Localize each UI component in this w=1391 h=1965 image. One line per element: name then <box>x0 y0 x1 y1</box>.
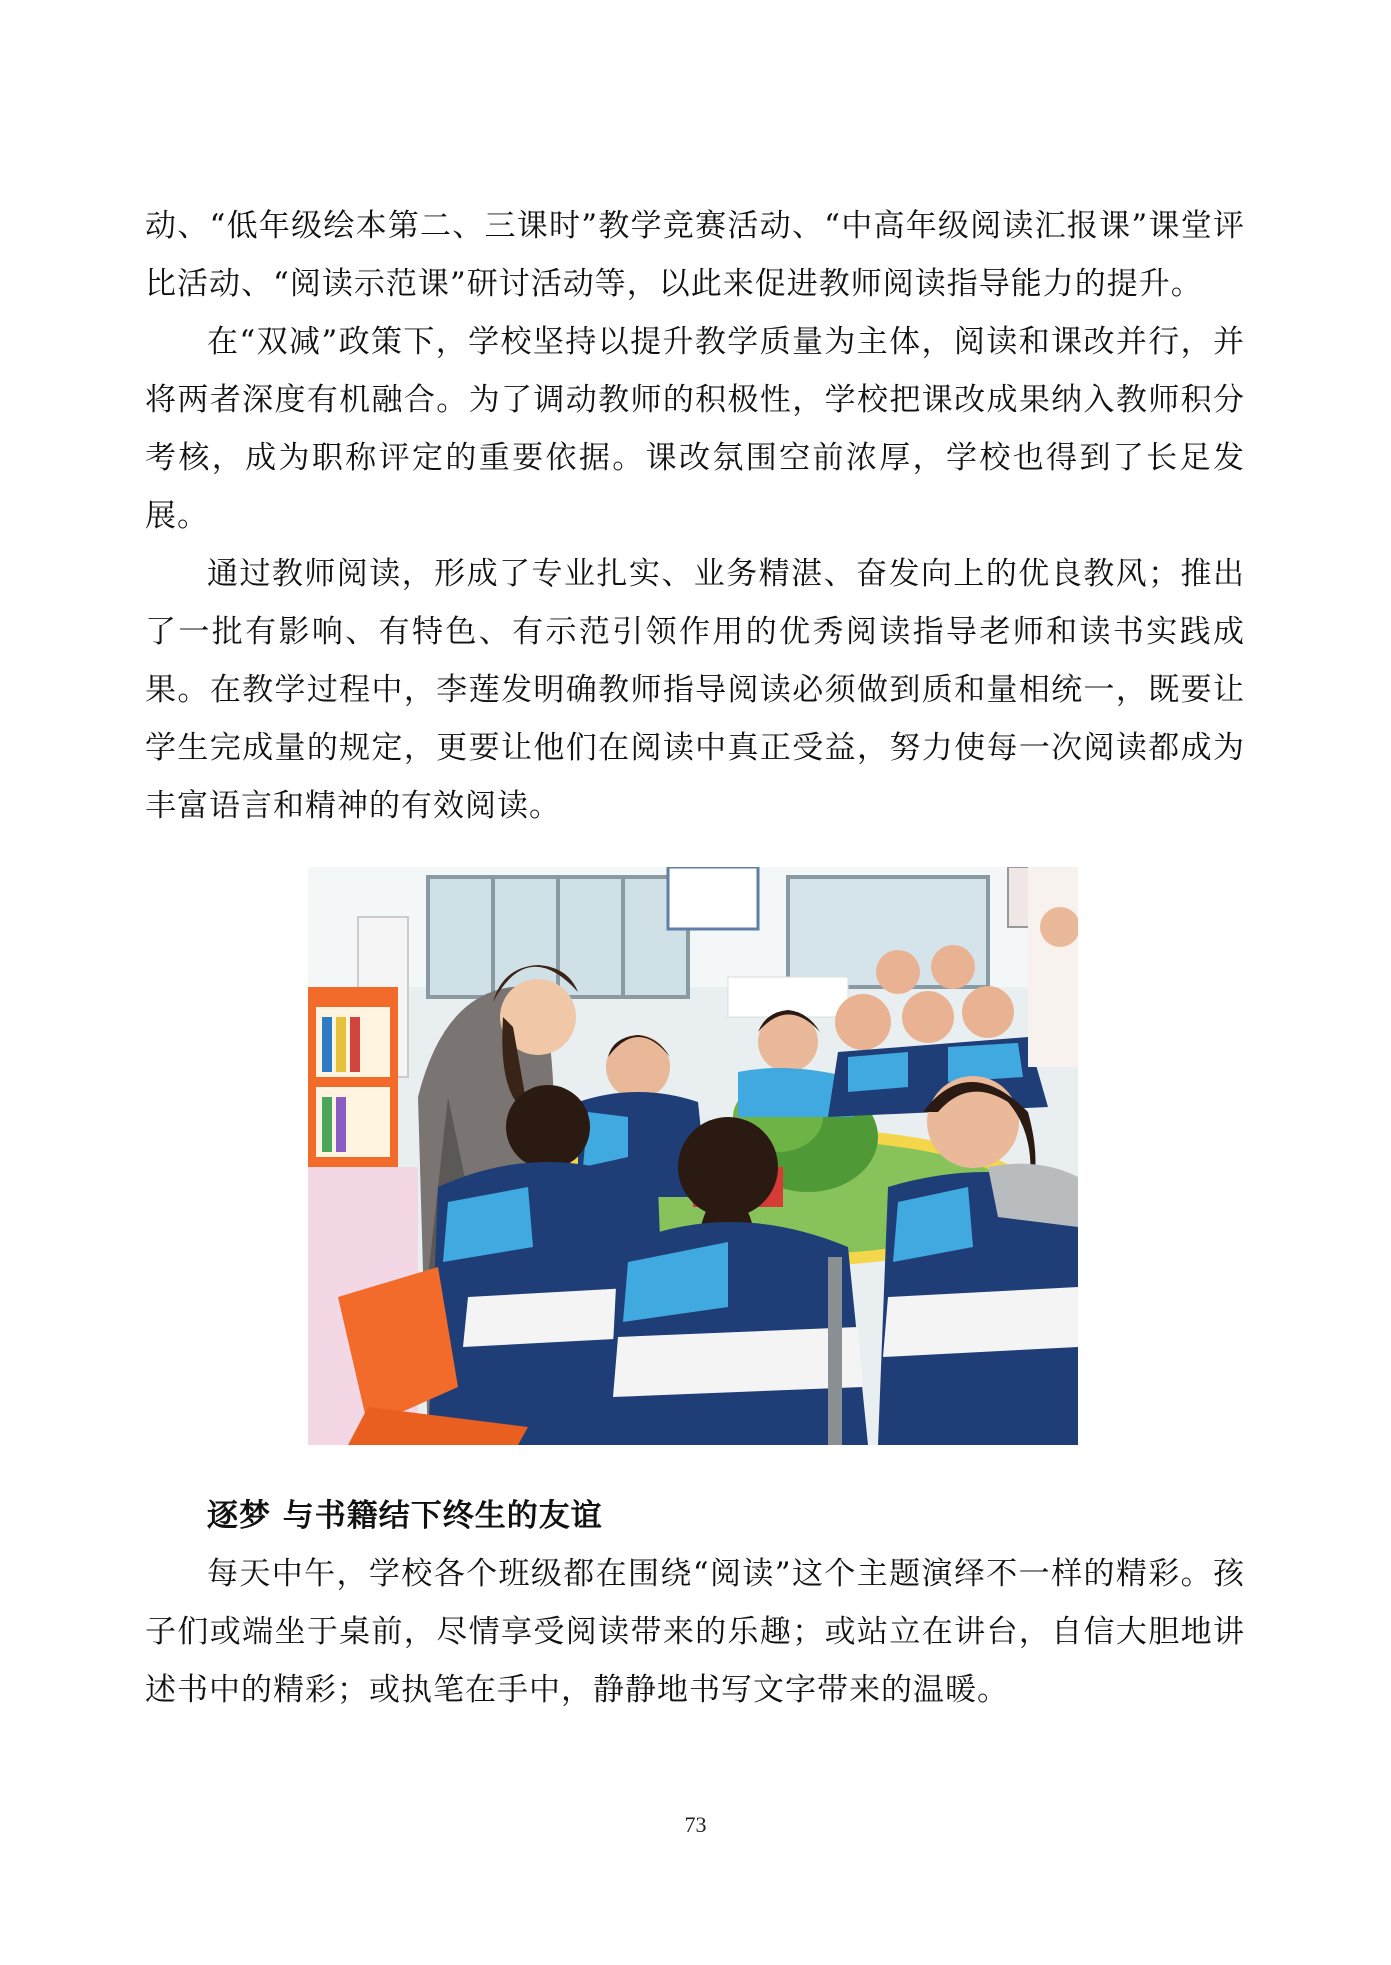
paragraph-continuation: 动、“低年级绘本第二、三课时”教学竞赛活动、“中高年级阅读汇报课”课堂评比活动、“阅读示范课”研讨活动等，以此来促进教师阅读指导能力的提升。 <box>145 208 1245 302</box>
body-text-bottom <box>145 1545 1245 1719</box>
section-heading: 逐梦 与书籍结下终生的友谊 <box>207 1498 603 1534</box>
paragraph-noon-reading: 每天中午，学校各个班级都在围绕“阅读”这个主题演绎不一样的精彩。孩子们或端坐于桌前，尽情享受阅读带来的乐趣；或站立在讲台，自信大胆地讲述书中的精彩；或执笔在手中，静静地书写文字带来的温暖。 <box>145 1556 1245 1708</box>
classroom-reading-photo <box>308 867 1078 1445</box>
body-text-top <box>145 197 1245 835</box>
paragraph-teacher-reading: 通过教师阅读，形成了专业扎实、业务精湛、奋发向上的优良教风；推出了一批有影响、有特色、有示范引领作用的优秀阅读指导老师和读书实践成果。在教学过程中，李莲发明确教师指导阅读必须做到质和量相统一，既要让学生完成量的规定，更要让他们在阅读中真正受益，努力使每一次阅读都成为丰富语言和精神的有效阅读。 <box>145 556 1245 824</box>
page-number: 73 <box>684 1812 707 1837</box>
paragraph-double-reduction: 在“双减”政策下，学校坚持以提升教学质量为主体，阅读和课改并行，并将两者深度有机融合。为了调动教师的积极性，学校把课改成果纳入教师积分考核，成为职称评定的重要依据。课改氛围空前浓厚，学校也得到了长足发展。 <box>145 324 1245 534</box>
